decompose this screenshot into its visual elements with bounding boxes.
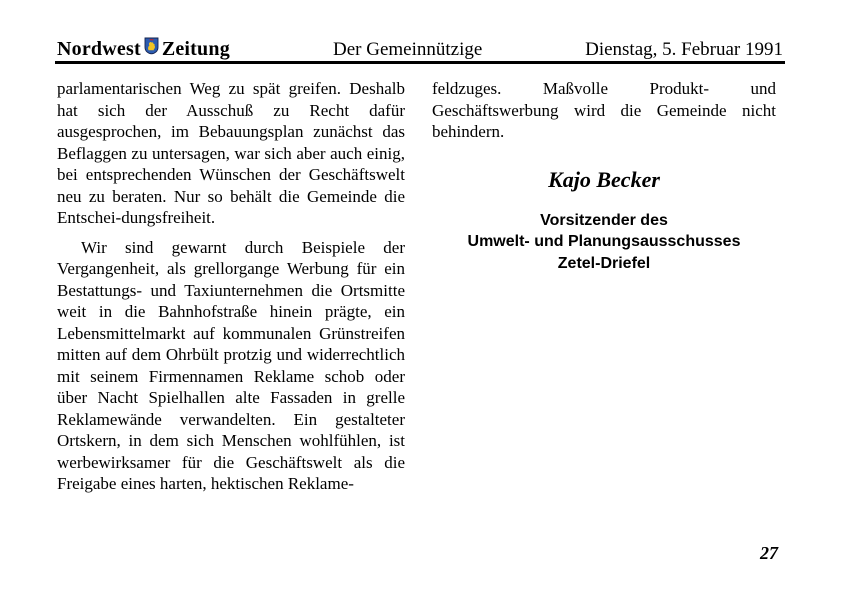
masthead-rule — [55, 61, 785, 64]
signature-title-line: Vorsitzender des — [540, 211, 668, 229]
signature-title-line: Umwelt- und Planungsausschusses — [467, 233, 741, 250]
signature-title-line: Zetel-Driefel — [557, 254, 651, 272]
signature-title-block — [432, 210, 776, 275]
newspaper-brand — [57, 37, 230, 61]
right-paragraph-1: feldzuges. Maßvolle Produkt- und Geschäftswerbung wird die Gemeinde nicht behindern. — [432, 79, 776, 141]
masthead — [55, 36, 785, 60]
article-left-column — [57, 78, 405, 495]
signature-name: Kajo Becker — [548, 166, 660, 192]
page-number: 27 — [760, 543, 778, 563]
brand-name-right: Zeitung — [161, 37, 230, 60]
left-paragraph-1: parlamentarischen Weg zu spät greifen. Deshalb hat sich der Ausschuß zu Recht dafür ausgesprochen, im Bebauungsplan zunächst das Beflaggen zu untersagen, war sich aber auch einig, bei entsprechenden Wünschen der Geschäftswelt neu zu beraten. Nur so behält die Gemeinde die Entschei-dungsfreiheit. — [57, 79, 405, 227]
masthead-date: Dienstag, 5. Februar 1991 — [585, 39, 783, 60]
left-paragraph-2: Wir sind gewarnt durch Beispiele der Vergangenheit, als grellorgange Werbung für ein Bestattungs- und Taxiunternehmen die Ortsmitte weit in die Bahnhofstraße hinein prägte, ein Lebensmittelmarkt auf kommunalen Grünstreifen mitten auf dem Ohrbült protzig und widerrechtlich mit seinem Firmennamen Reklame schob oder über Nacht Spielhallen alte Fassaden in grelle Reklamewände verwandelten. Ein gestalteter Ortskern, in dem sich Menschen wohlfühlen, ist werbewirksamer für die Geschäftswelt als die Freigabe eines harten, hektischen Reklame- — [57, 237, 405, 493]
coat-of-arms-icon — [144, 37, 159, 61]
masthead-center-title: Der Gemeinnützige — [333, 39, 483, 60]
brand-name-left: Nordwest — [57, 37, 141, 60]
article-right-column — [432, 78, 776, 274]
